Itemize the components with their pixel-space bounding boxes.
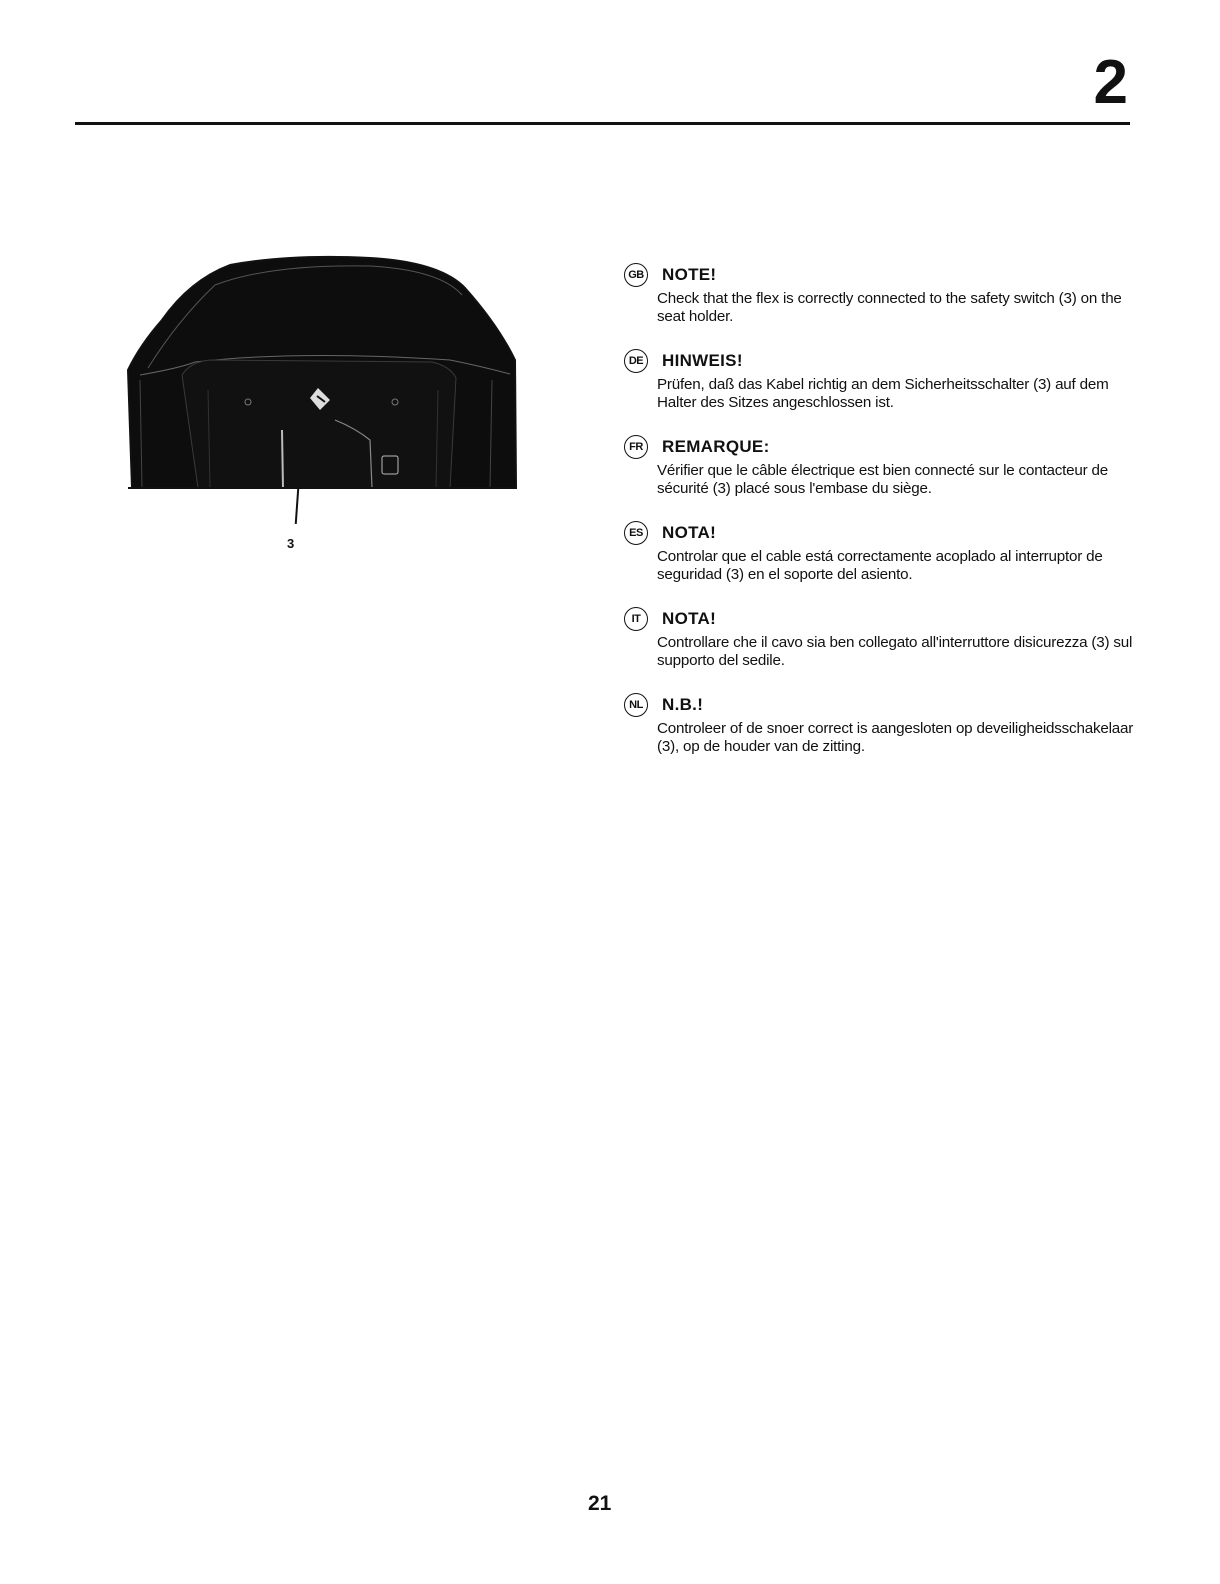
note-body: Prüfen, daß das Kabel richtig an dem Sicherheitsschalter (3) auf dem Halter des Sitzes angeschlossen ist. — [657, 376, 1109, 411]
note-es — [622, 520, 1137, 584]
language-badge-de: DE — [624, 349, 648, 373]
chapter-number: 2 — [1093, 48, 1128, 117]
multilingual-notes — [622, 262, 1137, 778]
note-title: REMARQUE: — [662, 437, 770, 456]
note-it — [622, 606, 1137, 670]
note-title: NOTA! — [662, 523, 717, 542]
seat-illustration — [120, 250, 520, 500]
note-body: Check that the flex is correctly connected to the safety switch (3) on the seat holder. — [657, 290, 1122, 325]
language-badge-it: IT — [624, 607, 648, 631]
note-body: Controleer of de snoer correct is aangesloten op deveiligheidsschakelaar (3), op de houder van de zitting. — [657, 720, 1134, 755]
language-badge-fr: FR — [624, 435, 648, 459]
note-body: Vérifier que le câble électrique est bien connecté sur le contacteur de sécurité (3) placé sous l'embase du siège. — [657, 462, 1108, 497]
note-de — [622, 348, 1137, 412]
note-title: NOTE! — [662, 265, 717, 284]
note-title: NOTA! — [662, 609, 717, 628]
note-gb — [622, 262, 1137, 326]
note-body: Controllare che il cavo sia ben collegato all'interruttore disicurezza (3) sul supporto del sedile. — [657, 634, 1133, 669]
note-title: N.B.! — [662, 695, 704, 714]
callout-label: 3 — [287, 536, 295, 551]
header-rule — [75, 122, 1130, 125]
language-badge-es: ES — [624, 521, 648, 545]
note-body: Controlar que el cable está correctamente acoplado al interruptor de seguridad (3) en el soporte del asiento. — [657, 548, 1103, 583]
page-number: 21 — [588, 1492, 612, 1515]
note-title: HINWEIS! — [662, 351, 743, 370]
note-nl — [622, 692, 1137, 756]
language-badge-gb: GB — [624, 263, 648, 287]
note-fr — [622, 434, 1137, 498]
language-badge-nl: NL — [624, 693, 648, 717]
